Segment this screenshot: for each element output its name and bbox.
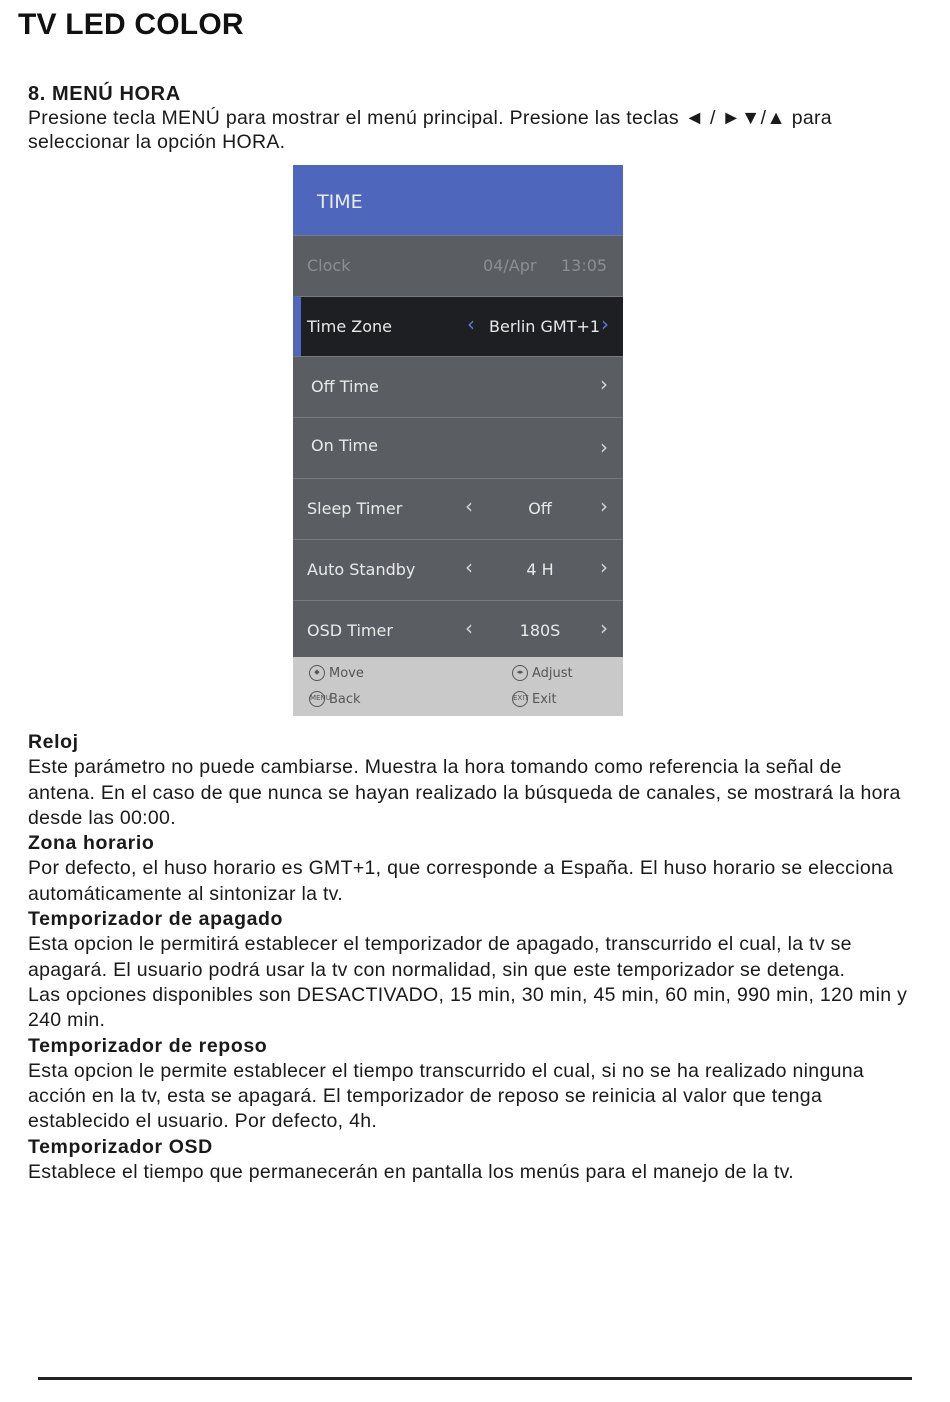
auto-standby-value: 4 H	[526, 560, 554, 579]
hint-back: MENU Back	[310, 691, 361, 707]
menu-item-on-time[interactable]	[293, 417, 623, 478]
menu-item-clock	[293, 235, 623, 296]
menu-item-osd-timer[interactable]	[293, 600, 623, 661]
off-time-label: Off Time	[311, 377, 379, 396]
section-heading-temporizador-apagado: Temporizador de apagado	[28, 908, 284, 931]
paragraph: Este parámetro no puede cambiarse. Muestra la hora tomando como referencia la señal de antena. En el caso de que nunca se hayan realizado la búsqueda de canales, se mostrará la hora desde las 00:00.	[28, 756, 901, 829]
navigation-pad-icon: ◆	[309, 665, 325, 681]
section-heading: 8. MENÚ HORA	[28, 83, 181, 105]
chevron-right-icon[interactable]: ›	[601, 312, 609, 336]
document-title: TV LED COLOR	[18, 8, 244, 41]
section-heading-temporizador-reposo: Temporizador de reposo	[28, 1034, 268, 1057]
osd-timer-label: OSD Timer	[307, 621, 393, 640]
description-body	[28, 730, 908, 1185]
sleep-timer-value: Off	[528, 499, 552, 518]
chevron-left-icon[interactable]: ‹	[465, 555, 473, 579]
hint-move: ◆ Move	[309, 665, 364, 681]
menu-header	[293, 165, 623, 235]
menu-item-off-time[interactable]	[293, 356, 623, 417]
section-heading-temporizador-osd: Temporizador OSD	[28, 1135, 213, 1158]
chevron-right-icon[interactable]: ›	[600, 494, 608, 518]
chevron-right-icon[interactable]: ›	[600, 616, 608, 640]
page-footer-rule	[38, 1377, 912, 1380]
tv-time-menu	[293, 165, 623, 716]
clock-time: 13:05	[561, 256, 608, 275]
clock-date: 04/Apr	[483, 256, 537, 275]
on-time-label: On Time	[311, 436, 378, 455]
sleep-timer-label: Sleep Timer	[307, 499, 403, 518]
exit-button-icon: EXIT	[512, 691, 528, 707]
paragraph: Establece el tiempo que permanecerán en pantalla los menús para el manejo de la tv.	[28, 1161, 794, 1184]
intro-paragraph: Presione tecla MENÚ para mostrar el menú principal. Presione las teclas ◄ / ►▼/▲ para seleccionar la opción HORA.	[28, 107, 832, 153]
menu-item-time-zone[interactable]	[293, 296, 623, 356]
paragraph: Esta opcion le permite establecer el tiempo transcurrido el cual, si no se ha realizado ninguna acción en la tv, esta se apagará. El temporizador de reposo se reinicia al valor que tenga establecido el usuario. Por defecto, 4h.	[28, 1059, 865, 1133]
chevron-right-icon[interactable]: ›	[600, 555, 608, 579]
clock-label: Clock	[307, 256, 351, 275]
menu-hint-bar	[293, 657, 623, 716]
time-zone-value: Berlin GMT+1	[489, 317, 601, 336]
section-heading-reloj: Reloj	[28, 731, 79, 753]
hint-adjust: ◂▸ Adjust	[512, 665, 573, 681]
hint-exit: EXIT Exit	[513, 691, 557, 707]
auto-standby-label: Auto Standby	[307, 560, 416, 579]
menu-item-sleep-timer[interactable]	[293, 478, 623, 539]
chevron-right-icon[interactable]: ›	[600, 435, 608, 459]
paragraph: Las opciones disponibles son DESACTIVADO, 15 min, 30 min, 45 min, 60 min, 990 min, 120 min y 240 min.	[28, 983, 908, 1032]
section-heading-zona-horario: Zona horario	[28, 832, 155, 855]
osd-timer-value: 180S	[519, 621, 561, 640]
menu-title: TIME	[317, 191, 363, 213]
chevron-left-icon[interactable]: ‹	[465, 616, 473, 640]
chevron-right-icon[interactable]: ›	[600, 372, 608, 396]
time-zone-label: Time Zone	[307, 317, 392, 336]
chevron-left-icon[interactable]: ‹	[465, 494, 473, 518]
menu-item-auto-standby[interactable]	[293, 539, 623, 600]
paragraph: Por defecto, el huso horario es GMT+1, que corresponde a España. El huso horario se elecciona automáticamente al sintonizar la tv.	[28, 857, 894, 905]
menu-button-icon: MENU	[309, 691, 325, 707]
paragraph: Esta opcion le permitirá establecer el temporizador de apagado, transcurrido el cual, la tv se apagará. El usuario podrá usar la tv con normalidad, sin que este temporizador se detenga.	[28, 933, 852, 981]
chevron-left-icon[interactable]: ‹	[467, 312, 475, 336]
left-right-pad-icon: ◂▸	[512, 665, 528, 681]
